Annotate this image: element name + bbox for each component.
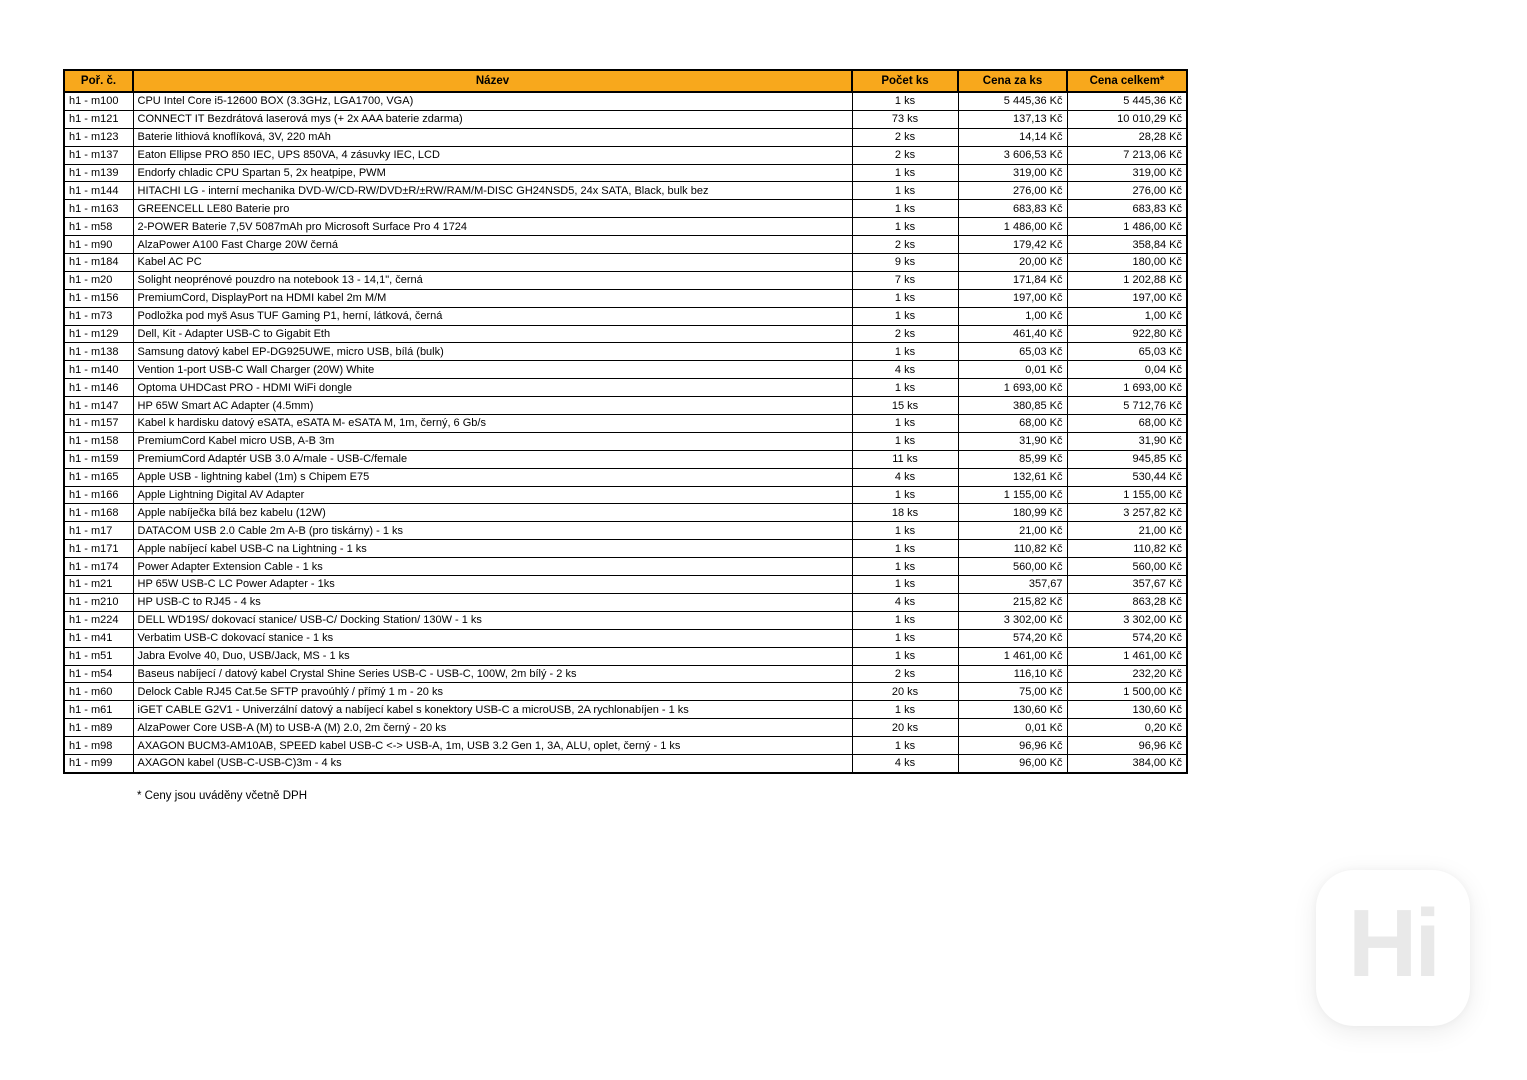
cell-nazev: Samsung datový kabel EP-DG925UWE, micro USB, bílá (bulk) <box>133 343 852 361</box>
table-row <box>64 343 1187 361</box>
cell-cena-za-ks: 276,00 Kč <box>958 182 1067 200</box>
cell-cena-celkem: 1 486,00 Kč <box>1067 218 1187 236</box>
cell-pocet-ks: 1 ks <box>852 540 958 558</box>
cell-cena-za-ks: 197,00 Kč <box>958 289 1067 307</box>
cell-pocet-ks: 1 ks <box>852 522 958 540</box>
table-row <box>64 522 1187 540</box>
table-row <box>64 254 1187 272</box>
table-row <box>64 486 1187 504</box>
table-row <box>64 683 1187 701</box>
cell-cena-za-ks: 20,00 Kč <box>958 254 1067 272</box>
table-header-row <box>64 70 1187 92</box>
vat-footnote: * Ceny jsou uváděny včetně DPH <box>137 790 308 802</box>
cell-cena-za-ks: 319,00 Kč <box>958 164 1067 182</box>
cell-nazev: AlzaPower A100 Fast Charge 20W černá <box>133 236 852 254</box>
table-row <box>64 576 1187 594</box>
cell-nazev: Kabel AC PC <box>133 254 852 272</box>
cell-pocet-ks: 1 ks <box>852 379 958 397</box>
table-header <box>64 70 1187 92</box>
cell-pocet-ks: 2 ks <box>852 236 958 254</box>
cell-pocet-ks: 9 ks <box>852 254 958 272</box>
cell-pocet-ks: 1 ks <box>852 307 958 325</box>
cell-nazev: 2-POWER Baterie 7,5V 5087mAh pro Microsoft Surface Pro 4 1724 <box>133 218 852 236</box>
cell-cena-za-ks: 110,82 Kč <box>958 540 1067 558</box>
table-row <box>64 271 1187 289</box>
cell-pocet-ks: 20 ks <box>852 683 958 701</box>
cell-cena-celkem: 922,80 Kč <box>1067 325 1187 343</box>
cell-nazev: Baseus nabíjecí / datový kabel Crystal Shine Series USB-C - USB-C, 100W, 2m bílý - 2 ks <box>133 665 852 683</box>
cell-cena-celkem: 5 712,76 Kč <box>1067 397 1187 415</box>
cell-cena-celkem: 276,00 Kč <box>1067 182 1187 200</box>
cell-porc: h1 - m184 <box>64 254 133 272</box>
cell-cena-celkem: 28,28 Kč <box>1067 128 1187 146</box>
cell-cena-za-ks: 0,01 Kč <box>958 361 1067 379</box>
price-table <box>63 69 1188 774</box>
cell-cena-za-ks: 215,82 Kč <box>958 593 1067 611</box>
cell-cena-za-ks: 130,60 Kč <box>958 701 1067 719</box>
table-row <box>64 182 1187 200</box>
table-row <box>64 540 1187 558</box>
column-header-cena-za-ks: Cena za ks <box>958 70 1067 92</box>
table-row <box>64 665 1187 683</box>
cell-pocet-ks: 1 ks <box>852 486 958 504</box>
table-row <box>64 236 1187 254</box>
cell-cena-celkem: 357,67 Kč <box>1067 576 1187 594</box>
cell-cena-celkem: 130,60 Kč <box>1067 701 1187 719</box>
cell-nazev: DELL WD19S/ dokovací stanice/ USB-C/ Docking Station/ 130W - 1 ks <box>133 611 852 629</box>
cell-nazev: Apple nabíjecí kabel USB-C na Lightning - 1 ks <box>133 540 852 558</box>
cell-porc: h1 - m163 <box>64 200 133 218</box>
cell-porc: h1 - m147 <box>64 397 133 415</box>
table-row <box>64 504 1187 522</box>
cell-nazev: CPU Intel Core i5-12600 BOX (3.3GHz, LGA1700, VGA) <box>133 92 852 110</box>
column-header-pocet-ks: Počet ks <box>852 70 958 92</box>
cell-cena-celkem: 0,20 Kč <box>1067 719 1187 737</box>
cell-cena-celkem: 65,03 Kč <box>1067 343 1187 361</box>
cell-cena-celkem: 384,00 Kč <box>1067 754 1187 772</box>
cell-porc: h1 - m158 <box>64 432 133 450</box>
cell-porc: h1 - m137 <box>64 146 133 164</box>
table-row <box>64 164 1187 182</box>
cell-nazev: Verbatim USB-C dokovací stanice - 1 ks <box>133 629 852 647</box>
table-row <box>64 629 1187 647</box>
cell-cena-celkem: 180,00 Kč <box>1067 254 1187 272</box>
cell-pocet-ks: 20 ks <box>852 719 958 737</box>
cell-nazev: HP 65W Smart AC Adapter (4.5mm) <box>133 397 852 415</box>
cell-cena-za-ks: 132,61 Kč <box>958 468 1067 486</box>
cell-cena-celkem: 68,00 Kč <box>1067 415 1187 433</box>
column-header-porc: Poř. č. <box>64 70 133 92</box>
cell-cena-celkem: 530,44 Kč <box>1067 468 1187 486</box>
cell-cena-za-ks: 85,99 Kč <box>958 450 1067 468</box>
table-row <box>64 218 1187 236</box>
cell-porc: h1 - m123 <box>64 128 133 146</box>
table-row <box>64 325 1187 343</box>
table-row <box>64 110 1187 128</box>
cell-pocet-ks: 1 ks <box>852 629 958 647</box>
cell-nazev: iGET CABLE G2V1 - Univerzální datový a nabíjecí kabel s konektory USB-C a microUSB, 2A rychlonabíjen - 1 ks <box>133 701 852 719</box>
cell-cena-za-ks: 1 155,00 Kč <box>958 486 1067 504</box>
cell-porc: h1 - m20 <box>64 271 133 289</box>
cell-cena-celkem: 574,20 Kč <box>1067 629 1187 647</box>
cell-porc: h1 - m73 <box>64 307 133 325</box>
column-header-nazev: Název <box>133 70 852 92</box>
cell-porc: h1 - m144 <box>64 182 133 200</box>
cell-nazev: AXAGON kabel (USB-C-USB-C)3m - 4 ks <box>133 754 852 772</box>
cell-nazev: PremiumCord Adaptér USB 3.0 A/male - USB-C/female <box>133 450 852 468</box>
cell-pocet-ks: 2 ks <box>852 146 958 164</box>
cell-nazev: HITACHI LG - interní mechanika DVD-W/CD-RW/DVD±R/±RW/RAM/M-DISC GH24NSD5, 24x SATA, Black, bulk bez <box>133 182 852 200</box>
cell-cena-celkem: 3 302,00 Kč <box>1067 611 1187 629</box>
cell-porc: h1 - m168 <box>64 504 133 522</box>
cell-nazev: Dell, Kit - Adapter USB-C to Gigabit Eth <box>133 325 852 343</box>
cell-pocet-ks: 1 ks <box>852 218 958 236</box>
cell-porc: h1 - m129 <box>64 325 133 343</box>
cell-cena-celkem: 96,96 Kč <box>1067 737 1187 755</box>
cell-nazev: DATACOM USB 2.0 Cable 2m A-B (pro tiskárny) - 1 ks <box>133 522 852 540</box>
cell-porc: h1 - m58 <box>64 218 133 236</box>
cell-cena-celkem: 1 155,00 Kč <box>1067 486 1187 504</box>
cell-porc: h1 - m41 <box>64 629 133 647</box>
cell-pocet-ks: 4 ks <box>852 593 958 611</box>
cell-pocet-ks: 73 ks <box>852 110 958 128</box>
cell-porc: h1 - m60 <box>64 683 133 701</box>
table-row <box>64 307 1187 325</box>
cell-cena-celkem: 21,00 Kč <box>1067 522 1187 540</box>
table-row <box>64 719 1187 737</box>
cell-cena-za-ks: 96,00 Kč <box>958 754 1067 772</box>
table-body <box>64 92 1187 773</box>
watermark-hi-logo <box>1316 870 1470 1026</box>
cell-cena-za-ks: 179,42 Kč <box>958 236 1067 254</box>
cell-cena-za-ks: 180,99 Kč <box>958 504 1067 522</box>
cell-nazev: CONNECT IT Bezdrátová laserová mys (+ 2x AAA baterie zdarma) <box>133 110 852 128</box>
cell-cena-celkem: 197,00 Kč <box>1067 289 1187 307</box>
cell-nazev: AXAGON BUCM3-AM10AB, SPEED kabel USB-C <-> USB-A, 1m, USB 3.2 Gen 1, 3A, ALU, oplet, černý - 1 ks <box>133 737 852 755</box>
cell-porc: h1 - m138 <box>64 343 133 361</box>
cell-pocet-ks: 1 ks <box>852 92 958 110</box>
table-row <box>64 558 1187 576</box>
cell-cena-za-ks: 683,83 Kč <box>958 200 1067 218</box>
cell-cena-za-ks: 96,96 Kč <box>958 737 1067 755</box>
cell-cena-za-ks: 357,67 <box>958 576 1067 594</box>
cell-cena-celkem: 10 010,29 Kč <box>1067 110 1187 128</box>
cell-porc: h1 - m210 <box>64 593 133 611</box>
cell-cena-za-ks: 21,00 Kč <box>958 522 1067 540</box>
table-row <box>64 128 1187 146</box>
cell-porc: h1 - m224 <box>64 611 133 629</box>
cell-cena-za-ks: 137,13 Kč <box>958 110 1067 128</box>
cell-cena-za-ks: 0,01 Kč <box>958 719 1067 737</box>
price-table-container <box>63 69 1186 774</box>
cell-cena-za-ks: 380,85 Kč <box>958 397 1067 415</box>
cell-cena-celkem: 945,85 Kč <box>1067 450 1187 468</box>
cell-pocet-ks: 2 ks <box>852 665 958 683</box>
cell-cena-za-ks: 14,14 Kč <box>958 128 1067 146</box>
cell-nazev: Jabra Evolve 40, Duo, USB/Jack, MS - 1 ks <box>133 647 852 665</box>
cell-porc: h1 - m159 <box>64 450 133 468</box>
table-row <box>64 737 1187 755</box>
cell-cena-celkem: 683,83 Kč <box>1067 200 1187 218</box>
cell-nazev: Podložka pod myš Asus TUF Gaming P1, herní, látková, černá <box>133 307 852 325</box>
cell-cena-celkem: 3 257,82 Kč <box>1067 504 1187 522</box>
cell-nazev: AlzaPower Core USB-A (M) to USB-A (M) 2.0, 2m černý - 20 ks <box>133 719 852 737</box>
cell-cena-celkem: 0,04 Kč <box>1067 361 1187 379</box>
table-row <box>64 415 1187 433</box>
cell-porc: h1 - m54 <box>64 665 133 683</box>
cell-cena-celkem: 1 461,00 Kč <box>1067 647 1187 665</box>
cell-cena-celkem: 560,00 Kč <box>1067 558 1187 576</box>
table-row <box>64 754 1187 772</box>
cell-cena-za-ks: 116,10 Kč <box>958 665 1067 683</box>
cell-porc: h1 - m146 <box>64 379 133 397</box>
cell-pocet-ks: 2 ks <box>852 128 958 146</box>
cell-porc: h1 - m17 <box>64 522 133 540</box>
cell-porc: h1 - m121 <box>64 110 133 128</box>
cell-porc: h1 - m156 <box>64 289 133 307</box>
cell-cena-celkem: 358,84 Kč <box>1067 236 1187 254</box>
table-row <box>64 611 1187 629</box>
cell-pocet-ks: 1 ks <box>852 647 958 665</box>
table-row <box>64 146 1187 164</box>
cell-nazev: GREENCELL LE80 Baterie pro <box>133 200 852 218</box>
cell-pocet-ks: 1 ks <box>852 182 958 200</box>
cell-nazev: Apple Lightning Digital AV Adapter <box>133 486 852 504</box>
cell-cena-celkem: 1,00 Kč <box>1067 307 1187 325</box>
watermark-hi-text: Hi <box>1348 890 1438 997</box>
cell-nazev: Power Adapter Extension Cable - 1 ks <box>133 558 852 576</box>
cell-nazev: Delock Cable RJ45 Cat.5e SFTP pravoúhlý / přímý 1 m - 20 ks <box>133 683 852 701</box>
column-header-cena-celkem: Cena celkem* <box>1067 70 1187 92</box>
cell-nazev: Kabel k hardisku datový eSATA, eSATA M- eSATA M, 1m, černý, 6 Gb/s <box>133 415 852 433</box>
table-row <box>64 289 1187 307</box>
cell-porc: h1 - m165 <box>64 468 133 486</box>
cell-porc: h1 - m99 <box>64 754 133 772</box>
table-row <box>64 593 1187 611</box>
cell-cena-celkem: 232,20 Kč <box>1067 665 1187 683</box>
cell-porc: h1 - m61 <box>64 701 133 719</box>
table-row <box>64 468 1187 486</box>
cell-pocet-ks: 1 ks <box>852 289 958 307</box>
cell-cena-celkem: 863,28 Kč <box>1067 593 1187 611</box>
cell-cena-za-ks: 1,00 Kč <box>958 307 1067 325</box>
cell-cena-za-ks: 31,90 Kč <box>958 432 1067 450</box>
cell-pocet-ks: 4 ks <box>852 468 958 486</box>
table-row <box>64 397 1187 415</box>
cell-cena-za-ks: 1 486,00 Kč <box>958 218 1067 236</box>
cell-pocet-ks: 1 ks <box>852 432 958 450</box>
cell-nazev: PremiumCord, DisplayPort na HDMI kabel 2m M/M <box>133 289 852 307</box>
table-row <box>64 701 1187 719</box>
cell-pocet-ks: 1 ks <box>852 200 958 218</box>
cell-porc: h1 - m100 <box>64 92 133 110</box>
cell-porc: h1 - m90 <box>64 236 133 254</box>
cell-pocet-ks: 1 ks <box>852 576 958 594</box>
cell-nazev: Apple USB - lightning kabel (1m) s Chipem E75 <box>133 468 852 486</box>
cell-pocet-ks: 1 ks <box>852 343 958 361</box>
cell-pocet-ks: 2 ks <box>852 325 958 343</box>
cell-cena-za-ks: 461,40 Kč <box>958 325 1067 343</box>
cell-porc: h1 - m166 <box>64 486 133 504</box>
cell-nazev: HP 65W USB-C LC Power Adapter - 1ks <box>133 576 852 594</box>
table-row <box>64 647 1187 665</box>
table-row <box>64 379 1187 397</box>
cell-porc: h1 - m98 <box>64 737 133 755</box>
cell-cena-celkem: 5 445,36 Kč <box>1067 92 1187 110</box>
cell-pocet-ks: 1 ks <box>852 611 958 629</box>
cell-pocet-ks: 1 ks <box>852 164 958 182</box>
cell-porc: h1 - m139 <box>64 164 133 182</box>
cell-cena-za-ks: 68,00 Kč <box>958 415 1067 433</box>
cell-nazev: Endorfy chladic CPU Spartan 5, 2x heatpipe, PWM <box>133 164 852 182</box>
cell-porc: h1 - m89 <box>64 719 133 737</box>
cell-pocet-ks: 7 ks <box>852 271 958 289</box>
cell-nazev: Solight neoprénové pouzdro na notebook 13 - 14,1", černá <box>133 271 852 289</box>
cell-pocet-ks: 18 ks <box>852 504 958 522</box>
cell-porc: h1 - m171 <box>64 540 133 558</box>
cell-nazev: Vention 1-port USB-C Wall Charger (20W) White <box>133 361 852 379</box>
cell-nazev: Eaton Ellipse PRO 850 IEC, UPS 850VA, 4 zásuvky IEC, LCD <box>133 146 852 164</box>
cell-nazev: Baterie lithiová knoflíková, 3V, 220 mAh <box>133 128 852 146</box>
cell-nazev: Optoma UHDCast PRO - HDMI WiFi dongle <box>133 379 852 397</box>
table-row <box>64 432 1187 450</box>
table-row <box>64 200 1187 218</box>
cell-pocet-ks: 1 ks <box>852 737 958 755</box>
cell-pocet-ks: 11 ks <box>852 450 958 468</box>
cell-pocet-ks: 1 ks <box>852 701 958 719</box>
cell-cena-celkem: 1 500,00 Kč <box>1067 683 1187 701</box>
cell-cena-celkem: 319,00 Kč <box>1067 164 1187 182</box>
cell-cena-celkem: 31,90 Kč <box>1067 432 1187 450</box>
cell-cena-za-ks: 5 445,36 Kč <box>958 92 1067 110</box>
cell-cena-za-ks: 3 302,00 Kč <box>958 611 1067 629</box>
cell-cena-za-ks: 560,00 Kč <box>958 558 1067 576</box>
table-row <box>64 450 1187 468</box>
cell-pocet-ks: 4 ks <box>852 361 958 379</box>
cell-porc: h1 - m51 <box>64 647 133 665</box>
cell-porc: h1 - m157 <box>64 415 133 433</box>
cell-nazev: Apple nabíječka bílá bez kabelu (12W) <box>133 504 852 522</box>
cell-nazev: HP USB-C to RJ45 - 4 ks <box>133 593 852 611</box>
cell-cena-celkem: 7 213,06 Kč <box>1067 146 1187 164</box>
cell-cena-za-ks: 171,84 Kč <box>958 271 1067 289</box>
cell-cena-za-ks: 75,00 Kč <box>958 683 1067 701</box>
cell-nazev: PremiumCord Kabel micro USB, A-B 3m <box>133 432 852 450</box>
cell-cena-celkem: 1 693,00 Kč <box>1067 379 1187 397</box>
cell-pocet-ks: 1 ks <box>852 558 958 576</box>
cell-cena-za-ks: 65,03 Kč <box>958 343 1067 361</box>
cell-cena-za-ks: 3 606,53 Kč <box>958 146 1067 164</box>
cell-pocet-ks: 1 ks <box>852 415 958 433</box>
cell-porc: h1 - m140 <box>64 361 133 379</box>
cell-pocet-ks: 4 ks <box>852 754 958 772</box>
cell-porc: h1 - m21 <box>64 576 133 594</box>
cell-porc: h1 - m174 <box>64 558 133 576</box>
cell-cena-celkem: 1 202,88 Kč <box>1067 271 1187 289</box>
cell-pocet-ks: 15 ks <box>852 397 958 415</box>
table-row <box>64 92 1187 110</box>
cell-cena-za-ks: 1 461,00 Kč <box>958 647 1067 665</box>
cell-cena-za-ks: 574,20 Kč <box>958 629 1067 647</box>
cell-cena-celkem: 110,82 Kč <box>1067 540 1187 558</box>
cell-cena-za-ks: 1 693,00 Kč <box>958 379 1067 397</box>
table-row <box>64 361 1187 379</box>
